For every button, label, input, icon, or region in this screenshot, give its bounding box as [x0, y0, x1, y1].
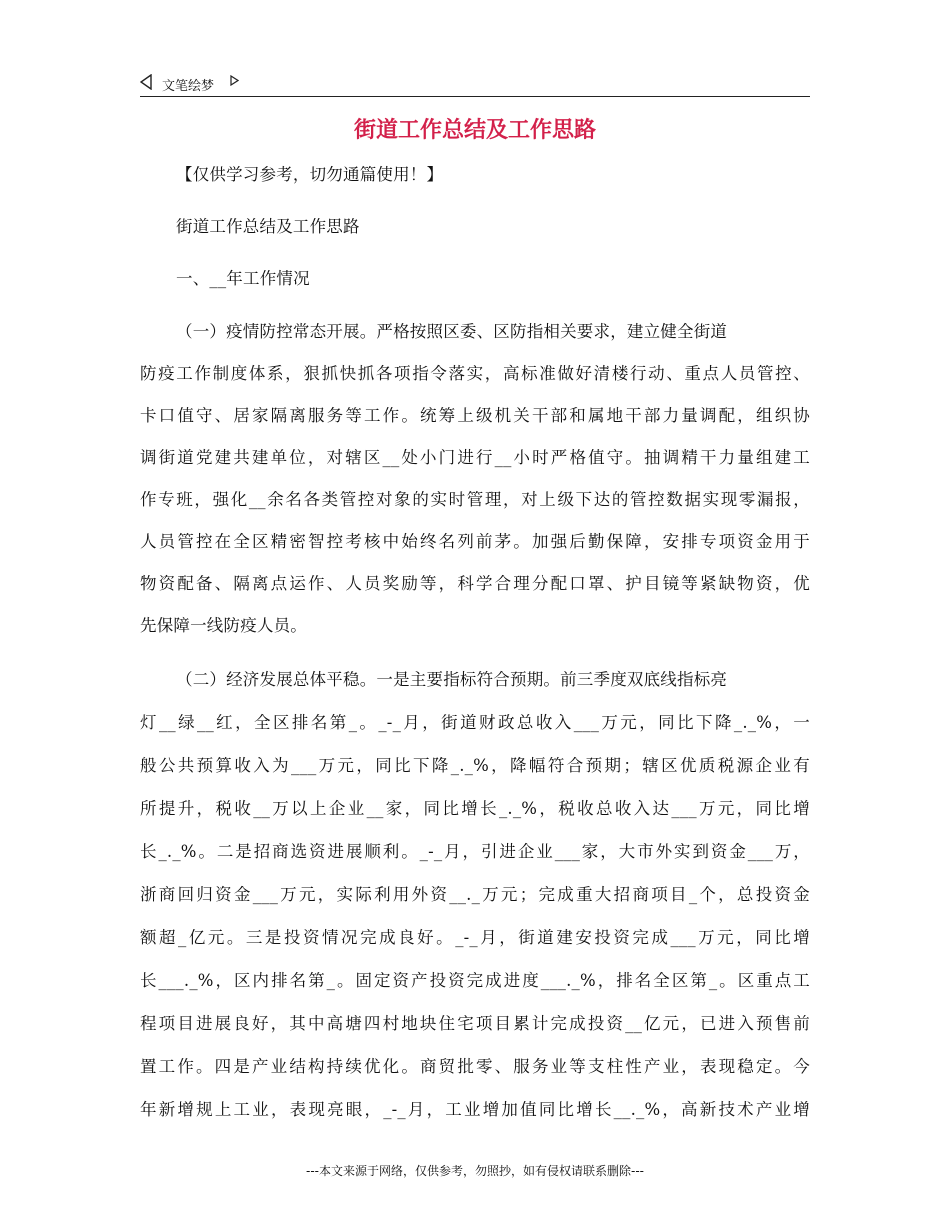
- paragraph-line: 物资配备、隔离点运作、人员奖励等，科学合理分配口罩、护目镜等紧缺物资，优: [140, 574, 810, 593]
- triangle-left-icon: [140, 74, 152, 90]
- paragraph-line: 浙商回归资金___万元，实际利用外资__._万元；完成重大招商项目_个，总投资金: [140, 885, 810, 904]
- paragraph-line: 般公共预算收入为___万元，同比下降_._%，降幅符合预期；辖区优质税源企业有: [140, 756, 810, 775]
- paragraph-line: 额超_亿元。三是投资情况完成良好。_-_月，街道建安投资完成___万元，同比增: [140, 928, 810, 947]
- paragraph-line: 所提升，税收__万以上企业__家，同比增长_._%，税收总收入达___万元，同比增: [140, 799, 810, 818]
- paragraph-line: 作专班，强化__余名各类管控对象的实时管理，对上级下达的管控数据实现零漏报，: [140, 490, 810, 509]
- paragraph-line: 程项目进展良好，其中高塘四村地块住宅项目累计完成投资__亿元，已进入预售前: [140, 1014, 810, 1033]
- document-title: 街道工作总结及工作思路: [353, 118, 596, 143]
- paragraph-line: 灯__绿__红，全区排名第_。_-_月，街道财政总收入___万元，同比下降_._%，一: [140, 713, 810, 732]
- section-heading: 一、__年工作情况: [176, 269, 310, 288]
- subtitle: 街道工作总结及工作思路: [176, 217, 360, 236]
- paragraph-line: 长_._%。二是招商选资进展顺利。_-_月，引进企业___家，大市外实到资金___万，: [140, 842, 810, 861]
- page-header: [140, 70, 810, 97]
- paragraph-line: 长___._%，区内排名第_。固定资产投资完成进度___._%，排名全区第_。区重点工: [140, 971, 810, 990]
- paragraph-line: 人员管控在全区精密智控考核中始终名列前茅。加强后勤保障，安排专项资金用于: [140, 532, 810, 551]
- notice-text: 【仅供学习参考，切勿通篇使用！】: [176, 165, 444, 184]
- paragraph-line: 先保障一线防疫人员。: [140, 616, 307, 635]
- triangle-right-icon: [230, 75, 239, 86]
- paragraph-line: 调街道党建共建单位，对辖区__处小门进行__小时严格值守。抽调精干力量组建工: [140, 448, 810, 467]
- footer-disclaimer: ---本文来源于网络，仅供参考，勿照抄，如有侵权请联系删除---: [306, 1164, 644, 1178]
- paragraph-line: （二）经济发展总体平稳。一是主要指标符合预期。前三季度双底线指标亮: [176, 670, 728, 689]
- brand-name: 文笔绘梦: [162, 79, 215, 94]
- paragraph-line: 卡口值守、居家隔离服务等工作。统筹上级机关干部和属地干部力量调配，组织协: [140, 406, 810, 425]
- paragraph-line: 置工作。四是产业结构持续优化。商贸批零、服务业等支柱性产业，表现稳定。今: [140, 1057, 810, 1076]
- paragraph-line: 防疫工作制度体系，狠抓快抓各项指令落实，高标准做好清楼行动、重点人员管控、: [140, 364, 810, 383]
- paragraph-line: （一）疫情防控常态开展。严格按照区委、区防指相关要求，建立健全街道: [176, 322, 728, 341]
- paragraph-line: 年新增规上工业，表现亮眼，_-_月，工业增加值同比增长__._%，高新技术产业增: [140, 1100, 810, 1119]
